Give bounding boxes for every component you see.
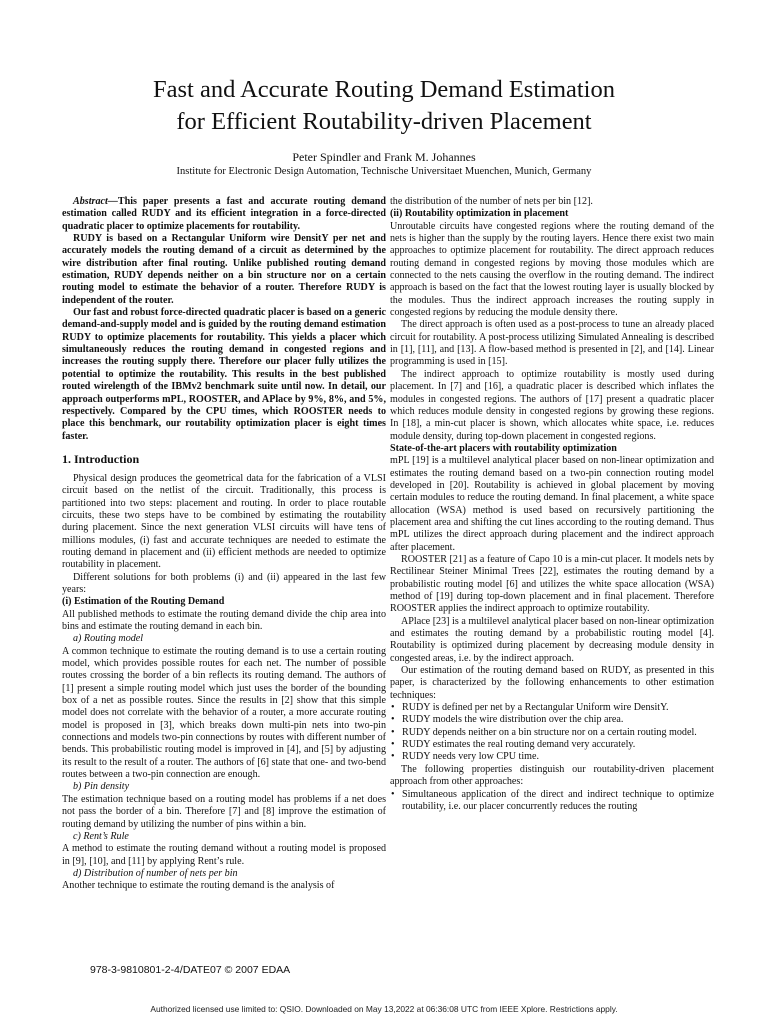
optimization-paragraph-3: The indirect approach to optimize routability is mostly used during placement. In [7] and [16], a quadratic placer is described which inflates the modules in congested regions. The authors of [17] present a quadratic placer which reduces module density in congested regions by growing these regions. In [18], a min-cut placer is shown, which allocates white space, i.e. reduces module density, during top-down placement in congested regions. xyxy=(390,368,714,442)
subsubsection-pin-density: b) Pin density xyxy=(73,781,130,793)
our-estimation-paragraph: Our estimation of the routing demand based on RUDY, as presented in this paper, is characterized by the following enhancements to other estimation techniques: xyxy=(390,665,714,701)
distribution-continued: the distribution of the number of nets per bin [12]. xyxy=(390,196,593,207)
intro-paragraph-1: Physical design produces the geometrical data for the fabrication of a VLSI circuit based on the netlist of the circuit. Traditionally, this process is partitioned into two steps: placement and routing. In order to place routable circuits, these two steps have to be combined by estimating the routability during placement. Since the next generation VLSI circuits will have tens of millions modules, (i) fast and accurate techniques are needed to estimate the routing demand in placement and (ii) efficient methods are needed to optimize routability in placement. xyxy=(62,472,386,571)
estimation-paragraph: All published methods to estimate the routing demand divide the chip area into bins and estimate the routing demand in each bin. xyxy=(62,608,386,632)
routing-model-paragraph: A common technique to estimate the routing demand is to use a certain routing model, which provides possible routes for each net. The number of possible routes crossing the border of a bin reflects its routing demand. The authors of [1] present a simple routing model which just uses the border of the bounding box of a net as possible routes. Since the results in [2] show that this simple model does not correlate with the behavior of a router, a more accurate routing model is proposed in [3], which breaks down multi-pin nets into two-pin connections and models two-pin connections by routes with different number of bends. This probabilistic routing model is improved in [4], and [5] by adjusting its result to the result of a router. The authors of [6] state that one- and two-bend routes between a two-pin connection are enough. xyxy=(62,645,386,781)
list-item: • Simultaneous application of the direct and indirect technique to optimize routability, i.e. our placer concurrently reduces the routing xyxy=(390,789,714,814)
list-item: • RUDY depends neither on a bin structure nor on a certain routing model. xyxy=(390,727,714,739)
rents-rule-paragraph: A method to estimate the routing demand without a routing model is proposed in [9], [10], and [11] by applying Rent’s rule. xyxy=(62,843,386,867)
license-footer: Authorized licensed use limited to: QSIO. Downloaded on May 13,2022 at 06:36:08 UTC from IEEE Xplore. Restrictions apply. xyxy=(150,1004,618,1014)
abstract-p2: RUDY is based on a Rectangular Uniform wire DensitY per net and accurately models the routing demand of a circuit as determined by the wire distribution after final routing. Unlike published routing demand estimation, RUDY depends neither on a bin structure nor on a certain routing model to estimate the behavior of a router. Therefore RUDY is independent of the router. xyxy=(62,233,386,306)
properties-paragraph: The following properties distinguish our routability-driven placement approach from other approaches: xyxy=(390,763,714,788)
subsubsection-routing-model: a) Routing model xyxy=(73,633,144,645)
rudy-features-list xyxy=(390,702,714,764)
distribution-paragraph: Another technique to estimate the routing demand is the analysis of xyxy=(62,880,335,892)
list-item: • RUDY estimates the real routing demand very accurately. xyxy=(390,739,714,751)
subsection-heading-state-of-the-art: State-of-the-art placers with routability optimization xyxy=(390,442,617,454)
list-item: • RUDY needs very low CPU time. xyxy=(390,751,714,763)
subsection-heading-routability-optimization: (ii) Routability optimization in placement xyxy=(390,208,569,220)
list-item: • RUDY models the wire distribution over the chip area. xyxy=(390,714,714,726)
title-line-1: Fast and Accurate Routing Demand Estimation xyxy=(152,76,615,103)
right-column xyxy=(390,196,714,946)
copyright-notice: 978-3-9810801-2-4/DATE07 © 2007 EDAA xyxy=(90,964,291,976)
abstract-label: Abstract— xyxy=(73,196,118,207)
abstract-p3: Our fast and robust force-directed quadratic placer is based on a generic demand-and-supply model and is guided by the routing demand estimation RUDY to optimize placements for routability. This yields a placer which simultaneously reduces the routing demand in congested regions and increases the routing supply there. Therefore our placer fully utilizes the potential to optimize the routability. This results in the best published routed wirelength of the IBMv2 benchmark suite until now. In detail, our approach outperforms mPL, ROOSTER, and APlace by 9%, 8%, and 5%, respectively. Compared by the CPU times, which ROOSTER needs to place this benchmark, our routability optimization placer is eight times faster. xyxy=(62,307,386,442)
list-item: • RUDY is defined per net by a Rectangular Uniform wire DensitY. xyxy=(390,702,714,714)
section-heading-introduction: 1. Introduction xyxy=(62,451,140,466)
mpl-paragraph: mPL [19] is a multilevel analytical placer based on non-linear optimization and estimates the routing demand based on a two-pin connection routing model developed in [20]. Routability is achieved in global placement by moving certain modules to reduce the routing demand. In final placement, a white space allocation (WSA) method is used based on recursively partitioning the placement area and shifting the cut lines according to the routing demand. Thus mPL utilizes the direct approach during placement and the indirect approach after placement. xyxy=(390,455,714,553)
intro-paragraph-2: Different solutions for both problems (i) and (ii) appeared in the last few years: xyxy=(62,571,386,595)
subsubsection-distribution: d) Distribution of number of nets per bin xyxy=(73,867,238,879)
abstract xyxy=(62,196,386,443)
placer-properties-list xyxy=(390,789,714,814)
optimization-paragraph-1: Unroutable circuits have congested regions where the routing demand of the nets is higher than the supply by the routing layers. Hence there exist two main approaches to optimize placement for routability. The direct approach reduces routing demand in congested regions by moving those modules which are connected to the nets causing the overflow in the routing demand. The indirect approach is based on the fact that the lowest routing layer is usually blocked by the modules. Thus the indirect approach increases the routing supply in congested regions by reducing the module density there. xyxy=(390,220,714,319)
left-column xyxy=(62,196,386,948)
aplace-paragraph: APlace [23] is a multilevel analytical placer based on non-linear optimization and estimates the routing demand by a probabilistic routing model [4]. Routability is optimized during placement by decreasing module density in congested areas, i.e. by the indirect approach. xyxy=(390,615,714,664)
paper-title xyxy=(0,74,768,138)
subsection-heading-estimation: (i) Estimation of the Routing Demand xyxy=(62,596,225,608)
pin-density-paragraph: The estimation technique based on a routing model has problems if a net does not pass the border of a bin. Therefore [7] and [8] improve the estimation of routing demand by utilizing the number of pins within a bin. xyxy=(62,793,386,830)
rooster-paragraph: ROOSTER [21] as a feature of Capo 10 is a min-cut placer. It models nets by Rectilinear Steiner Minimal Trees [22], estimates the routing demand by a probabilistic routing model [6] and utilizes the white space allocation (WSA) method of [19] during top-down placement and in final placement. Therefore ROOSTER applies the indirect approach to optimize routability. xyxy=(390,553,714,615)
subsubsection-rents-rule: c) Rent’s Rule xyxy=(73,830,129,842)
title-line-2: for Efficient Routability-driven Placement xyxy=(176,108,592,135)
paper-affiliation: Institute for Electronic Design Automation, Technische Universitaet Muenchen, Munich, Germany xyxy=(176,166,592,177)
paper-authors: Peter Spindler and Frank M. Johannes xyxy=(292,150,476,164)
optimization-paragraph-2: The direct approach is often used as a post-process to tune an already placed circuit for routability. A post-process utilizing Simulated Annealing is described in [1], [11], and [13]. A flow-based method is presented in [2], and [14]. Linear programming is used in [15]. xyxy=(390,319,714,368)
abstract-p1: Abstract—This paper presents a fast and accurate routing demand estimation called RUDY and its efficient integration in a force-directed quadratic placer to optimize placements for routability. xyxy=(62,196,386,232)
